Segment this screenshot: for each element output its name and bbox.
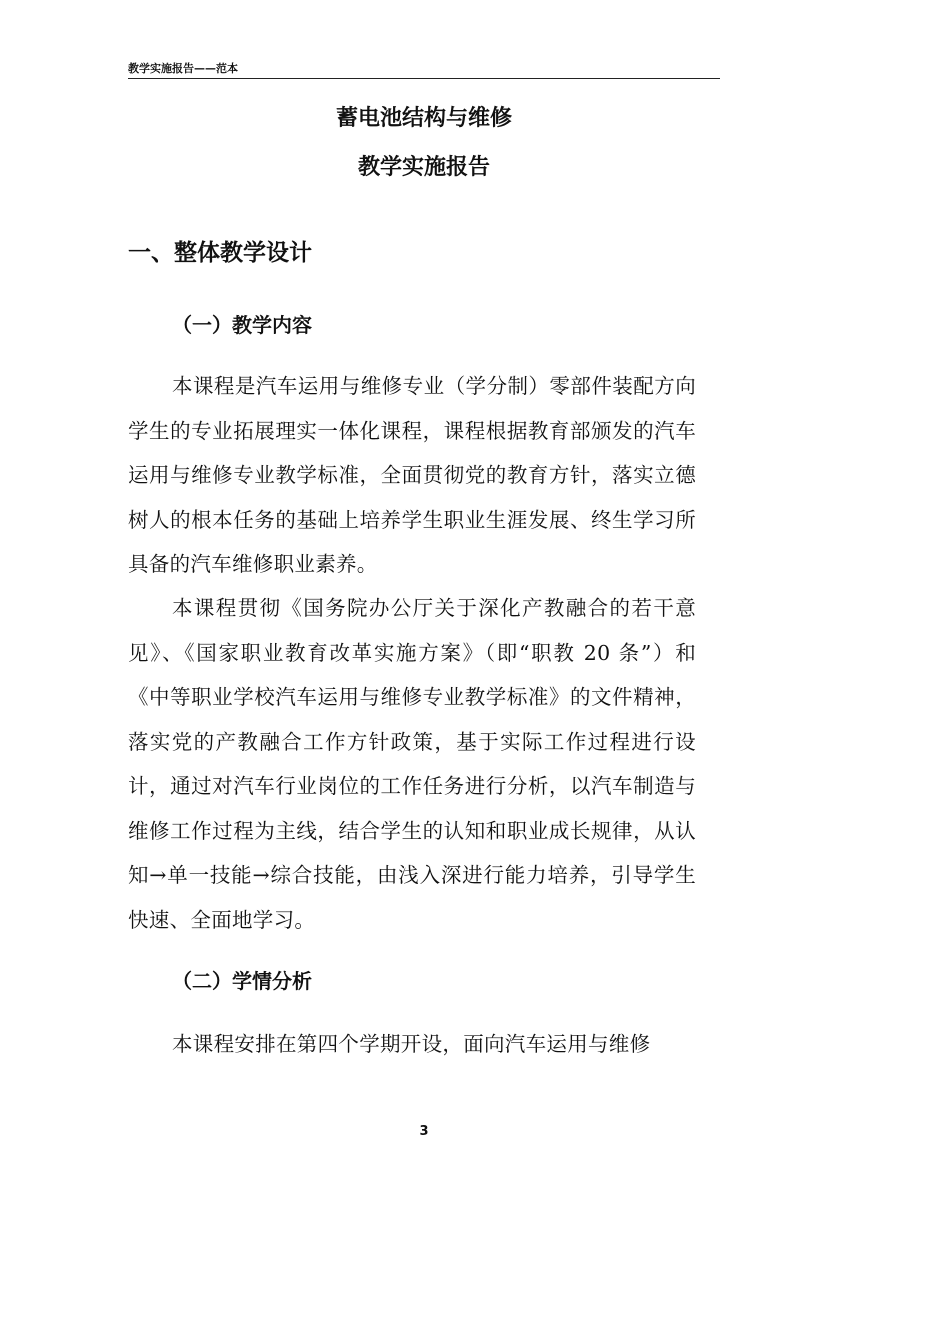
paragraph: 本课程是汽车运用与维修专业（学分制）零部件装配方向学生的专业拓展理实一体化课程，课程根据教育部颁发的汽车运用与维修专业教学标准，全面贯彻党的教育方针，落实立德树人的根本任务的基础上培养学生职业生涯发展、终生学习所具备的汽车维修职业素养。: [128, 374, 696, 576]
paragraph: 本课程安排在第四个学期开设，面向汽车运用与维修: [172, 1032, 651, 1056]
section-heading: 一、整体教学设计: [128, 240, 312, 266]
document-title: 蓄电池结构与维修: [335, 106, 512, 131]
page-number: 3: [419, 1124, 429, 1139]
document-subtitle: 教学实施报告: [357, 155, 490, 180]
running-header: 教学实施报告——范本: [128, 62, 238, 75]
subsection-heading-analysis: （二）学情分析: [172, 969, 312, 993]
paragraph: 本课程贯彻《国务院办公厅关于深化产教融合的若干意见》、《国家职业教育改革实施方案》（即“职教 20 条”）和《中等职业学校汽车运用与维修专业教学标准》的文件精神，落实党的产教融合工作方针政策，基于实际工作过程进行设计，通过对汽车行业岗位的工作任务进行分析，以汽车制造与维修工作过程为主线，结合学生的认知和职业成长规律，从认知→单一技能→综合技能，由浅入深进行能力培养，引导学生快速、全面地学习。: [128, 596, 696, 932]
subsection-heading-content: （一）教学内容: [172, 313, 312, 337]
header-divider: [128, 78, 720, 79]
